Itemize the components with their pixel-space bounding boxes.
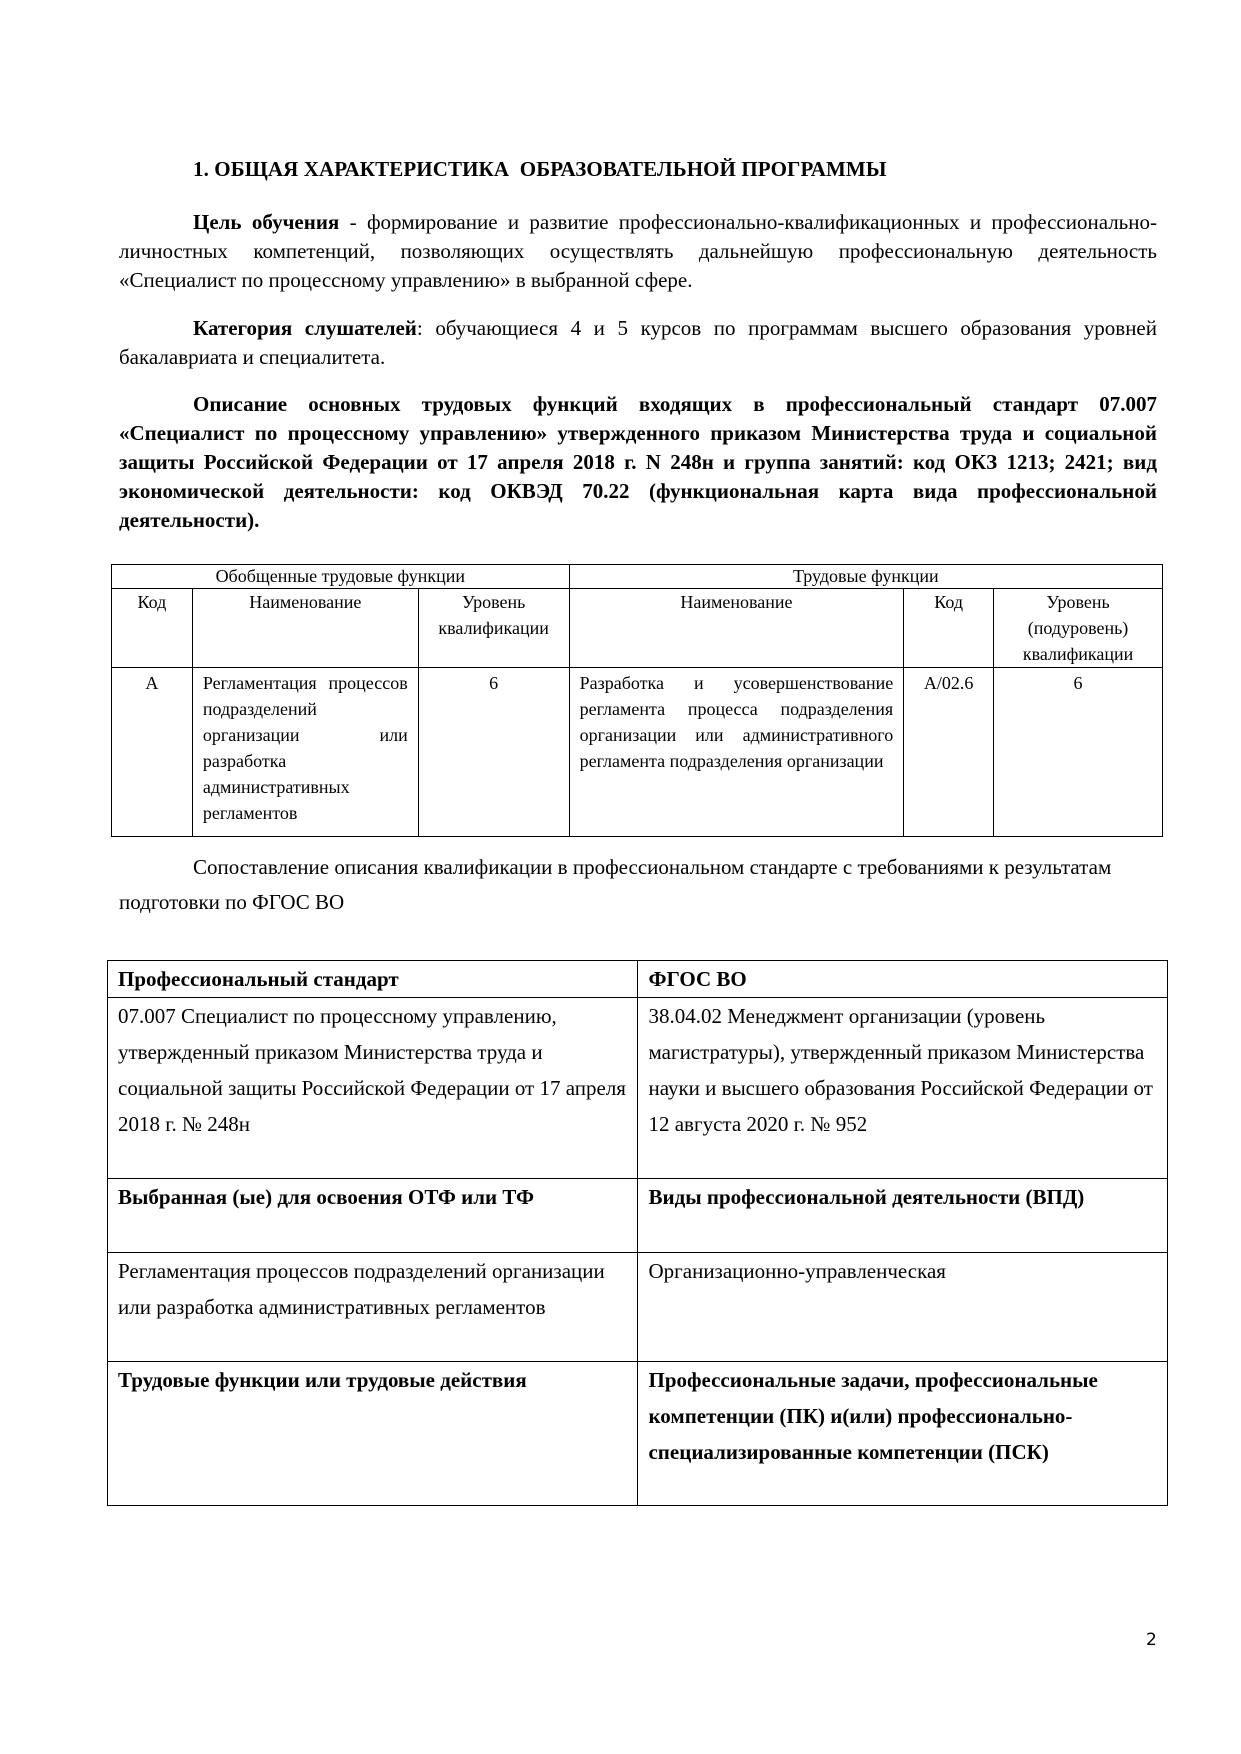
fgos-header: ФГОС ВО: [638, 961, 1168, 998]
functions-description: Описание основных трудовых функций входящих в профессиональный стандарт 07.007 «Специалист по процессному управлению» утвержденного приказом Министерства труда и социальной защиты Российской Федерации от 17 апреля 2018 г. N 248н и группа занятий: код ОКЗ 1213; 2421; вид экономической деятельности: код ОКВЭД 70.22 (функциональная карта вида профессиональной деятельности).: [119, 392, 1157, 532]
selected-otf-cell: Регламентация процессов подразделений организации или разработка административных регламентов: [108, 1253, 638, 1362]
table-row: [108, 1253, 1168, 1362]
labor-actions-header: Трудовые функции или трудовые действия: [108, 1362, 638, 1506]
otf-level-cell: 6: [418, 668, 569, 837]
table-row: [108, 1179, 1168, 1253]
audience-label: Категория слушателей: [193, 316, 417, 340]
selected-otf-header: Выбранная (ые) для освоения ОТФ или ТФ: [108, 1179, 638, 1253]
tf-name-cell: Разработка и усовершенствование регламента процесса подразделения организации или административного регламента подразделения организации: [569, 668, 904, 837]
col-header-otf-name: Наименование: [192, 589, 418, 668]
goal-text: - формирование и развитие профессионально-квалификационных и профессионально-личностных компетенций, позволяющих осуществлять дальнейшую профессиональную деятельность «Специалист по процессному управлению» в выбранной сфере.: [119, 210, 1157, 292]
vpd-cell: Организационно-управленческая: [638, 1253, 1168, 1362]
table-row: [108, 998, 1168, 1179]
comparison-table: [107, 960, 1168, 1506]
goal-paragraph: [119, 208, 1157, 295]
goal-label: Цель обучения: [193, 210, 340, 234]
col-header-otf-code: Код: [112, 589, 193, 668]
col-header-tf-code: Код: [904, 589, 994, 668]
group-header-tf: Трудовые функции: [569, 565, 1162, 589]
table-row: [112, 668, 1163, 837]
tf-code-cell: А/02.6: [904, 668, 994, 837]
group-header-otf: Обобщенные трудовые функции: [112, 565, 570, 589]
prof-standard-header: Профессиональный стандарт: [108, 961, 638, 998]
group-header-row: [112, 565, 1163, 589]
otf-name-cell: Регламентация процессов подразделений организации или разработка административных регламентов: [192, 668, 418, 837]
table-row: [108, 961, 1168, 998]
otf-code-cell: А: [112, 668, 193, 837]
fgos-cell: 38.04.02 Менеджмент организации (уровень магистратуры), утвержденный приказом Министерства науки и высшего образования Российской Федерации от 12 августа 2020 г. № 952: [638, 998, 1168, 1179]
table-row: [108, 1362, 1168, 1506]
audience-text: : обучающиеся 4 и 5 курсов по программам высшего образования уровней бакалавриата и специалитета.: [119, 316, 1157, 369]
labor-functions-table: [111, 564, 1163, 837]
comparison-intro: Сопоставление описания квалификации в профессиональном стандарте с требованиями к результатам подготовки по ФГОС ВО: [119, 855, 1112, 914]
col-header-tf-name: Наименование: [569, 589, 904, 668]
tf-level-cell: 6: [994, 668, 1163, 837]
page-number: 2: [1146, 1630, 1157, 1650]
col-header-otf-level: Уровень квалификации: [418, 589, 569, 668]
prof-standard-cell: 07.007 Специалист по процессному управлению, утвержденный приказом Министерства труда и социальной защиты Российской Федерации от 17 апреля 2018 г. № 248н: [108, 998, 638, 1179]
section-heading: 1. ОБЩАЯ ХАРАКТЕРИСТИКА ОБРАЗОВАТЕЛЬНОЙ ПРОГРАММЫ: [193, 157, 887, 181]
vpd-header: Виды профессиональной деятельности (ВПД): [638, 1179, 1168, 1253]
audience-paragraph: [119, 314, 1157, 372]
column-header-row: [112, 589, 1163, 668]
col-header-tf-level: Уровень (подуровень) квалификации: [994, 589, 1163, 668]
competencies-header: Профессиональные задачи, профессиональные компетенции (ПК) и(или) профессионально-специализированные компетенции (ПСК): [638, 1362, 1168, 1506]
